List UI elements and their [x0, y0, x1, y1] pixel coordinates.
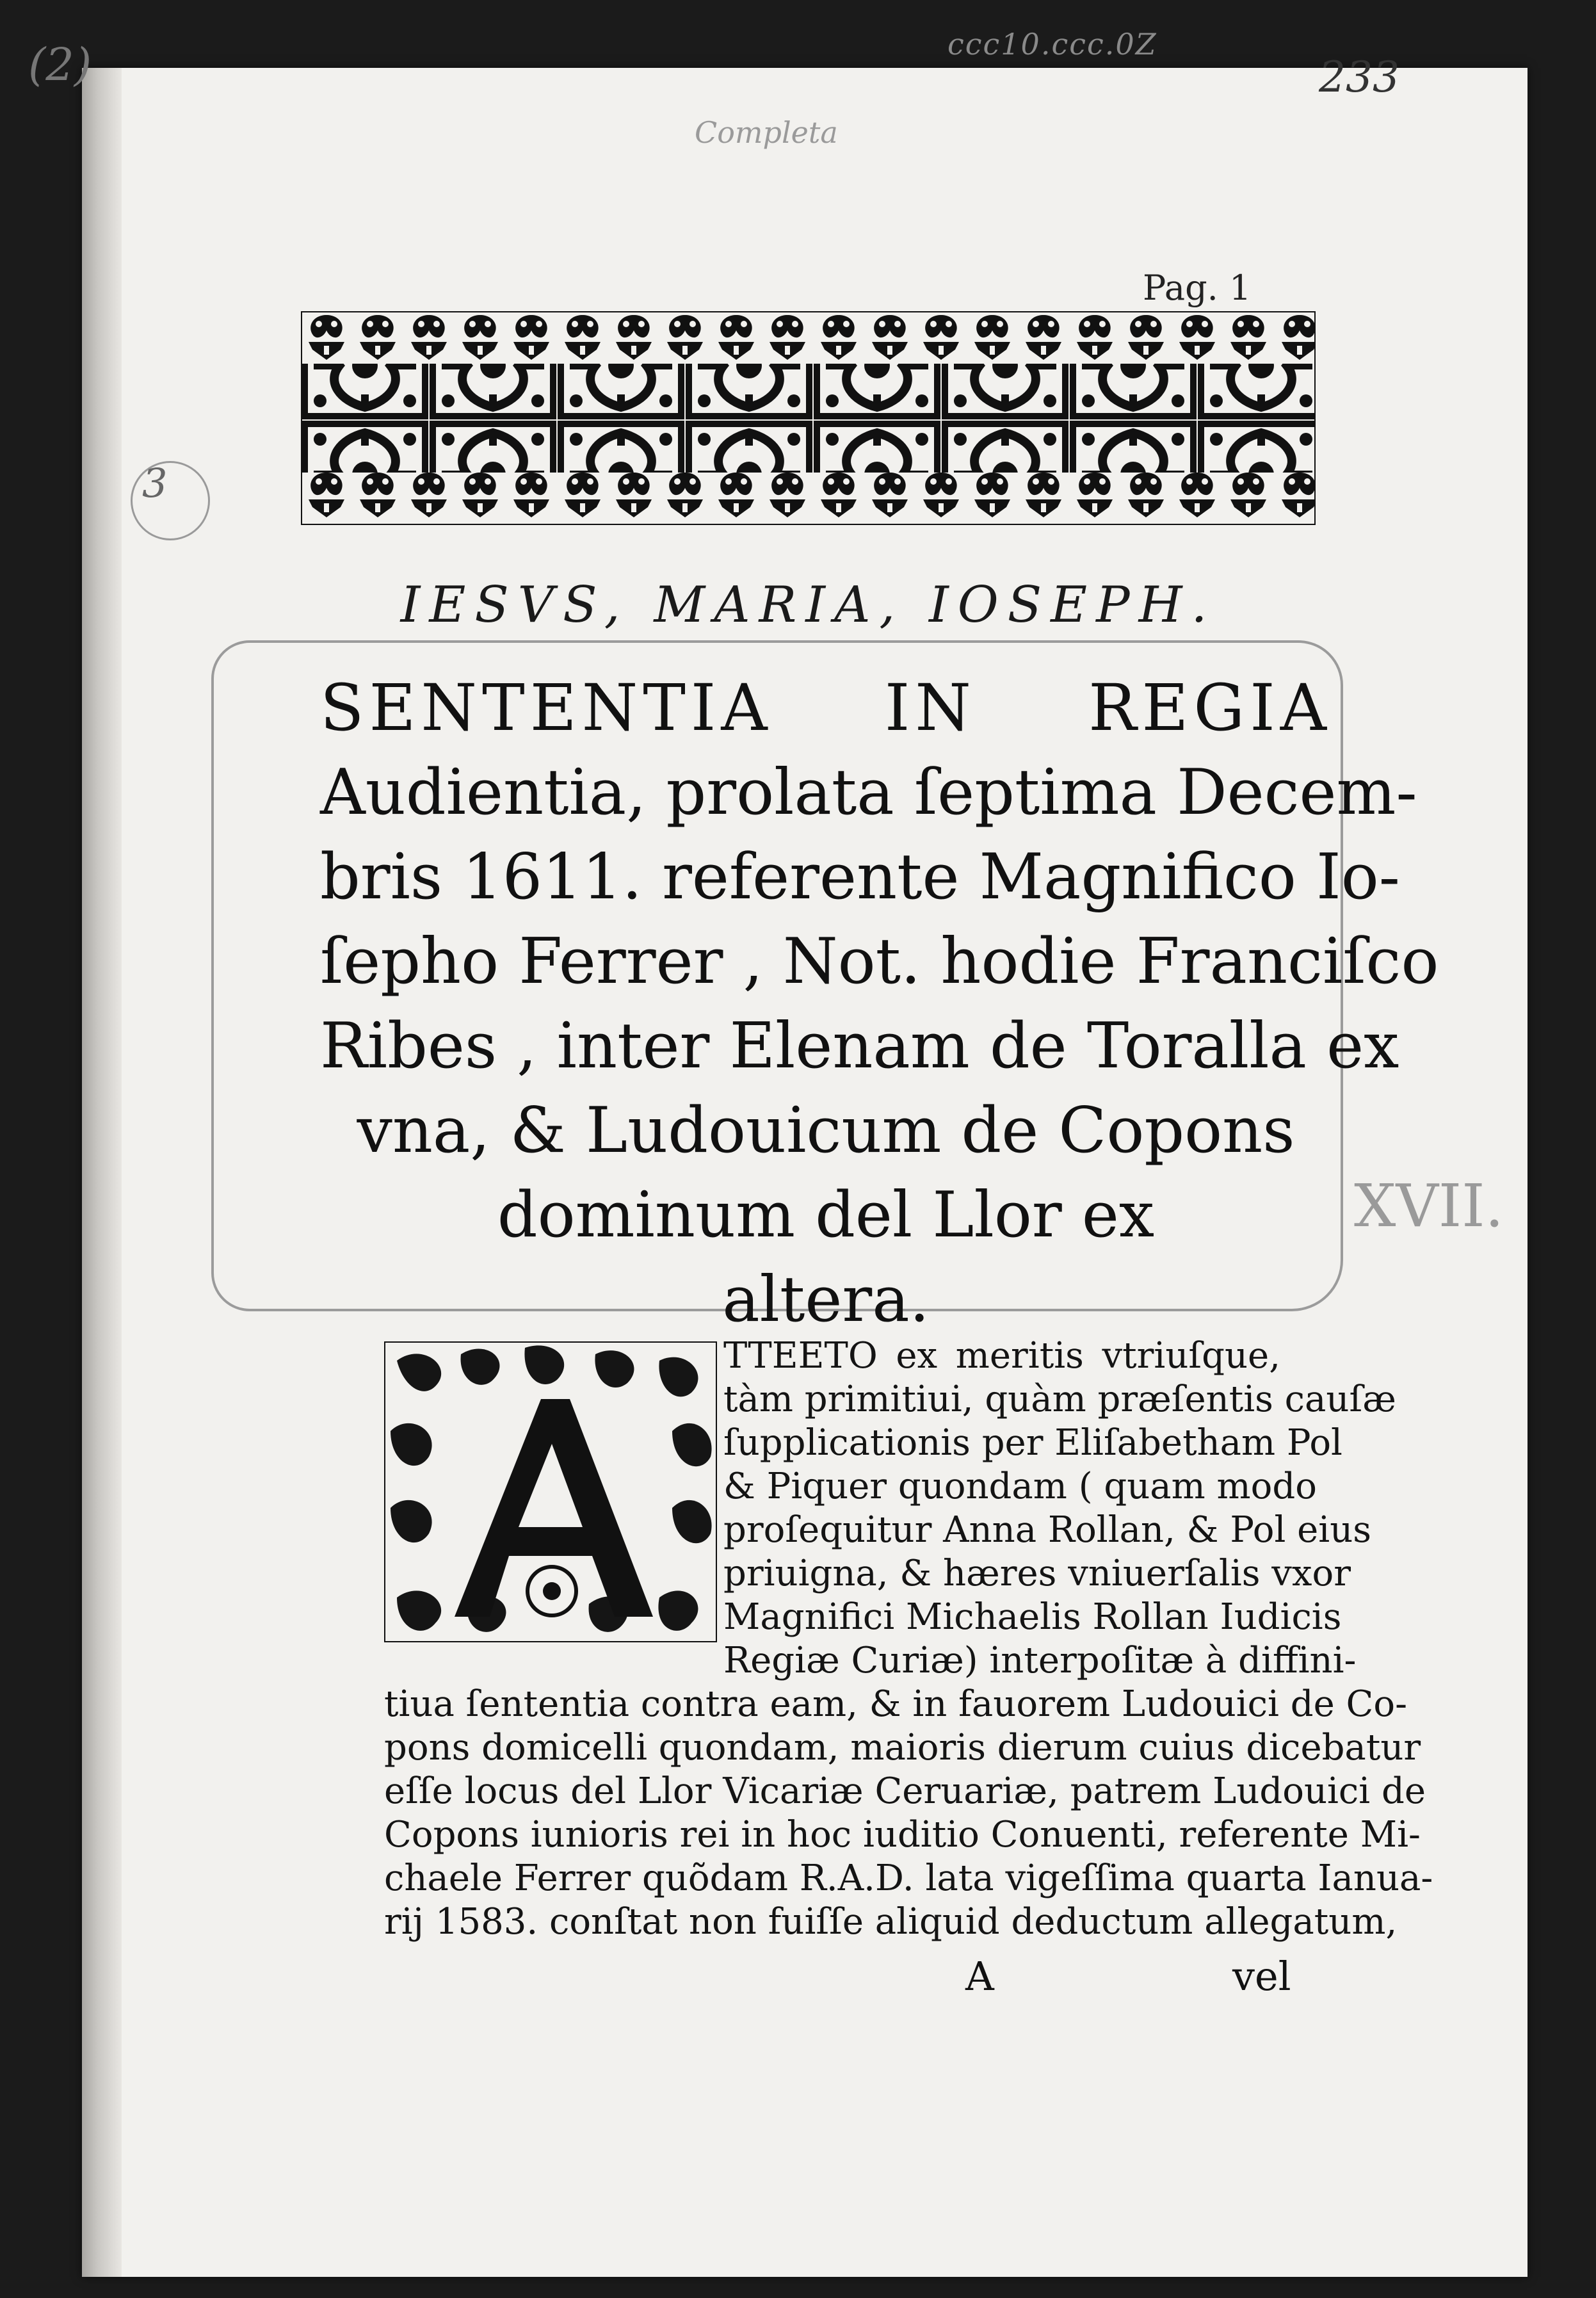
body-line: proſequitur Anna Rollan, & Pol eius [723, 1509, 1372, 1551]
body-line: rij 1583. conſtat non fuiſſe aliquid deductum allegatum, [384, 1901, 1398, 1943]
page-edge [82, 68, 122, 2277]
body-line: pons domicelli quondam, maioris dierum cuius dicebatur [384, 1727, 1421, 1768]
body-line: Regiæ Curiæ) interpoſitæ à diffini- [723, 1640, 1357, 1681]
corner-annotation: (2) [28, 38, 92, 91]
body-line: eſſe locus del Llor Vicariæ Ceruariæ, patrem Ludouici de [384, 1770, 1426, 1812]
body-line: chaele Ferrer quõdam R.A.D. lata vigeſſima quarta Ianua- [384, 1857, 1433, 1899]
circled-annotation-number: 3 [142, 460, 168, 506]
top-scribble: ccc10.ccc.0Z [947, 27, 1157, 61]
heading-line: Audientia, prolata ſeptima Decem- [320, 756, 1417, 829]
heading-line: ſepho Ferrer , Not. hodie Franciſco [320, 925, 1439, 998]
invocation-line: IESVS, MARIA, IOSEPH. [400, 576, 1216, 634]
body-line: tàm primitiui, quàm præſentis cauſæ [723, 1379, 1396, 1420]
body-line: TTEETO ex meritis vtriuſque, [723, 1335, 1280, 1377]
decorated-drop-cap [384, 1341, 717, 1642]
roman-numeral-annotation: XVII. [1354, 1172, 1504, 1240]
heading-line: vna, & Ludouicum de Copons [357, 1094, 1295, 1167]
pencil-note: Completa [695, 115, 838, 150]
body-line: Magnifici Michaelis Rollan Iudicis [723, 1596, 1342, 1638]
heading-line: dominum del Llor ex [497, 1179, 1155, 1252]
body-line: & Piquer quondam ( quam modo [723, 1466, 1317, 1507]
body-line: priuigna, & hæres vniuerſalis vxor [723, 1553, 1351, 1594]
body-line: Copons iunioris rei in hoc iuditio Conuenti, referente Mi- [384, 1814, 1421, 1856]
heading-line: bris 1611. referente Magnifico Io- [320, 841, 1400, 914]
ornamental-band [301, 311, 1316, 525]
signature-mark: A [965, 1953, 994, 2000]
heading-line: SENTENTIA IN REGIA [320, 670, 1332, 745]
page-label: Pag. 1 [1143, 268, 1252, 308]
catchword: vel [1232, 1953, 1291, 2000]
heading-line: altera. [722, 1263, 930, 1336]
body-line: ſupplicationis per Eliſabetham Pol [723, 1422, 1342, 1464]
heading-line: Ribes , inter Elenam de Toralla ex [320, 1010, 1399, 1083]
folio-number: 233 [1319, 53, 1399, 102]
body-line: tiua ſententia contra eam, & in fauorem Ludouici de Co- [384, 1683, 1408, 1725]
